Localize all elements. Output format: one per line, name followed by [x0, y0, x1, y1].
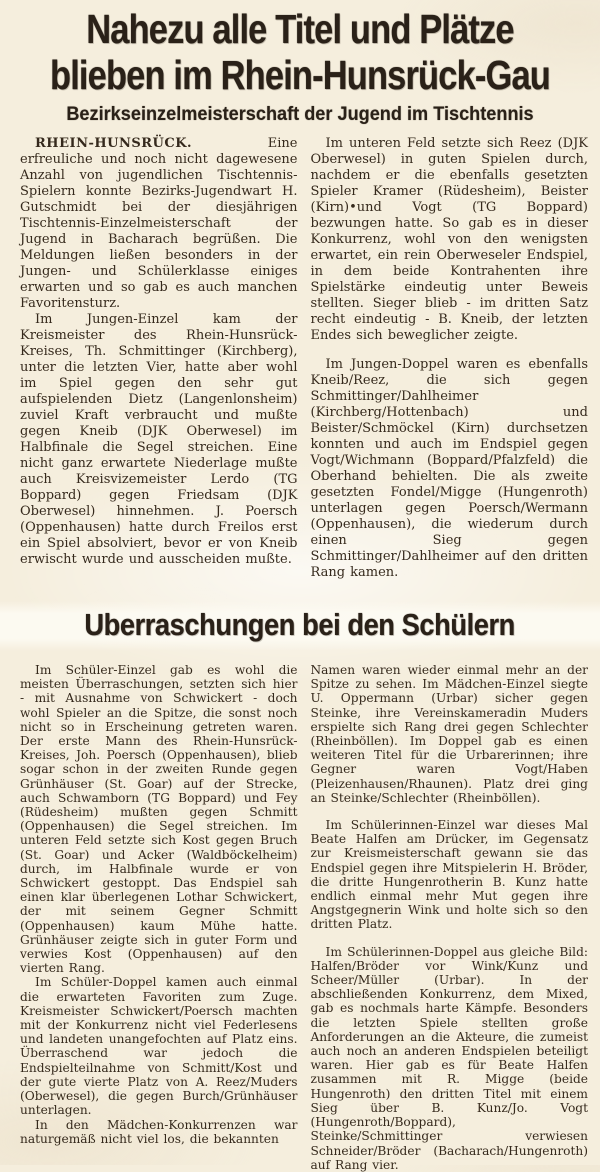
article1-body: [0, 136, 600, 581]
masthead: [0, 6, 600, 126]
paragraph: Im Schülerinnen-Doppel aus gleiche Bild: Halfen/Bröder vor Wink/Kunz und Scheer/Müller (Urbar). In der abschließenden Konkurrenz, dem Mixed, gab es nochmals harte Kämpfe. Besonders die letzten Spiele stellten große Anforderungen an die Akteure, die zumeist auch noch an anderen Endspielen beteiligt waren. Hier gab es für Beate Halfen zusammen mit R. Migge (beide Hungenroth) den dritten Titel mit einem Sieg über B. Kunz/Jo. Vogt (Hungenroth/Boppard), Steinke/Schmittinger verwiesen Schneider/Bröder (Bacharach/Hungenroth) auf Rang vier.: [310, 944, 588, 1172]
main-headline: [0, 6, 600, 98]
paragraph: [20, 136, 298, 312]
headline-line-2: blieben im Rhein-Hunsrück-Gau: [50, 52, 550, 98]
article1-left-column: [20, 136, 298, 581]
paragraph: Im Schüler-Doppel kamen auch einmal die erwarteten Favoriten zum Zuge. Kreismeister Schwickert/Poersch machten mit der Konkurrenz nicht viel Federlesens und landeten unangefochten auf Platz eins. Überraschend war jedoch die Endspielteilnahme von Schmitt/Kost und der gute vierte Platz von A. Reez/Muders (Oberwesel), die gegen Burch/Grünhäuser unterlagen.: [20, 975, 298, 1118]
paragraph: In den Mädchen-Konkurrenzen war naturgemäß nicht viel los, die bekannten: [20, 1117, 298, 1146]
section-headline: Uberraschungen bei den Schülern: [84, 607, 516, 642]
headline-line-1: Nahezu alle Titel und Plätze: [86, 6, 514, 52]
article2-right-column: [311, 663, 589, 1172]
paragraph: Im Schülerinnen-Einzel war dieses Mal Beate Halfen am Drücker, im Gegensatz zur Kreismeisterschaft gewann sie das Endspiel gegen ihre Mitspielerin H. Bröder, die dritte Hungenrotherin B. Kunz hatte endlich einmal mehr Mut gegen ihre Angstgegnerin Wink und holte sich so den dritten Platz.: [310, 818, 588, 932]
subheadline: Bezirkseinzelmeisterschaft der Jugend im Tischtennis: [66, 103, 534, 125]
paragraph-text: Eine erfreuliche und noch nicht dagewesene Anzahl von jugendlichen Tischtennis-Spielern konnte Bezirks-Jugendwart H. Gutschmidt bei der diesjährigen Tischtennis-Einzelmeisterschaft der Jugend in Bacharach begrüßen. Die Meldungen ließen besonders in der Jungen- und Schülerklasse einiges erwarten und so gab es auch manchen Favoritensturz.: [20, 136, 298, 311]
paragraph: Im unteren Feld setzte sich Reez (DJK Oberwesel) in guten Spielen durch, nachdem er die ebenfalls gesetzten Spieler Kramer (Rüdesheim), Beister (Kirn)•und Vogt (TG Boppard) bezwungen hatte. So gab es in dieser Konkurrenz, wohl von den wenigsten erwartet, ein rein Oberweseler Endspiel, in dem beide Kontrahenten ihre Spielstärke eindeutig unter Beweis stellten. Sieger blieb - im dritten Satz recht eindeutig - B. Kneib, der letzten Endes sich beweglicher zeigte.: [310, 136, 588, 343]
paragraph: Im Jungen-Doppel waren es ebenfalls Kneib/Reez, die sich gegen Schmittinger/Dahlheimer (Kirchberg/Hottenbach) und Beister/Schmöckel (Kirn) durchsetzen konnten und auch im Endspiel gegen Vogt/Wichmann (Boppard/Pfalzfeld) die Oberhand behielten. Die als zweite gesetzten Fondel/Migge (Hungenroth) unterlagen gegen Poersch/Wermann (Oppenhausen), die wiederum durch einen Sieg gegen Schmittinger/Dahlheimer auf den dritten Rang kamen.: [310, 357, 588, 580]
dateline: RHEIN-HUNSRÜCK.: [35, 136, 193, 151]
paragraph: Im Schüler-Einzel gab es wohl die meisten Überraschungen, setzten sich hier - mit Ausnahme von Schwickert - doch wohl Spieler an die Spitze, die sonst noch nicht so in Erscheinung getreten waren. Der erste Mann des Rhein-Hunsrück-Kreises, Joh. Poersch (Oppenhausen), blieb sogar schon in der zweiten Runde gegen Grünhäuser (St. Goar) auf der Strecke, auch Schwamborn (TG Boppard) und Fey (Rüdesheim) mußten gegen Schmitt (Oppenhausen) die Segel streichen. Im unteren Feld setzte sich Kost gegen Bruch (St. Goar) und Acker (Waldböckelheim) durch, im Halbfinale wurde er von Schwickert gestoppt. Das Endspiel sah einen klar überlegenen Lothar Schwickert, der mit seinem Gegner Schmitt (Oppenhausen) kaum Mühe hatte. Grünhäuser zeigte sich in guter Form und verwies Kost (Oppenhausen) auf den vierten Rang.: [20, 663, 298, 976]
article2-left-column: [20, 663, 298, 1172]
paragraph: Im Jungen-Einzel kam der Kreismeister des Rhein-Hunsrück-Kreises, Th. Schmittinger (Kirchberg), unter die letzten Vier, hatte aber wohl im Spiel gegen den sehr gut aufspielenden Dietz (Langenlonsheim) zuviel Kraft verbraucht und mußte gegen Kneib (DJK Oberwesel) im Halbfinale die Segel streichen. Eine nicht ganz erwartete Niederlage mußte auch Kreisvizemeister Lerdo (TG Boppard) gegen Friedsam (DJK Oberwesel) hinnehmen. J. Poersch (Oppenhausen) hatte durch Freilos erst ein Spiel absolviert, bevor er von Kneib erwischt wurde und ausscheiden mußte.: [20, 312, 298, 567]
article2-body: [0, 663, 600, 1172]
section-headline-band: [0, 601, 600, 651]
paragraph-continuation: Namen waren wieder einmal mehr an der Spitze zu sehen. Im Mädchen-Einzel siegte U. Oppermann (Urbar) sicher gegen Steinke, ihre Vereinskameradin Muders erspielte sich Rang drei gegen Schlechter (Rheinböllen). Im Doppel gab es einen weiteren Titel für die Urbarerinnen; ihre Gegner waren Vogt/Haben (Pleizenhausen/Rhaunen). Platz drei ging an Steinke/Schlechter (Rheinböllen).: [310, 663, 588, 805]
article1-right-column: [311, 136, 589, 581]
